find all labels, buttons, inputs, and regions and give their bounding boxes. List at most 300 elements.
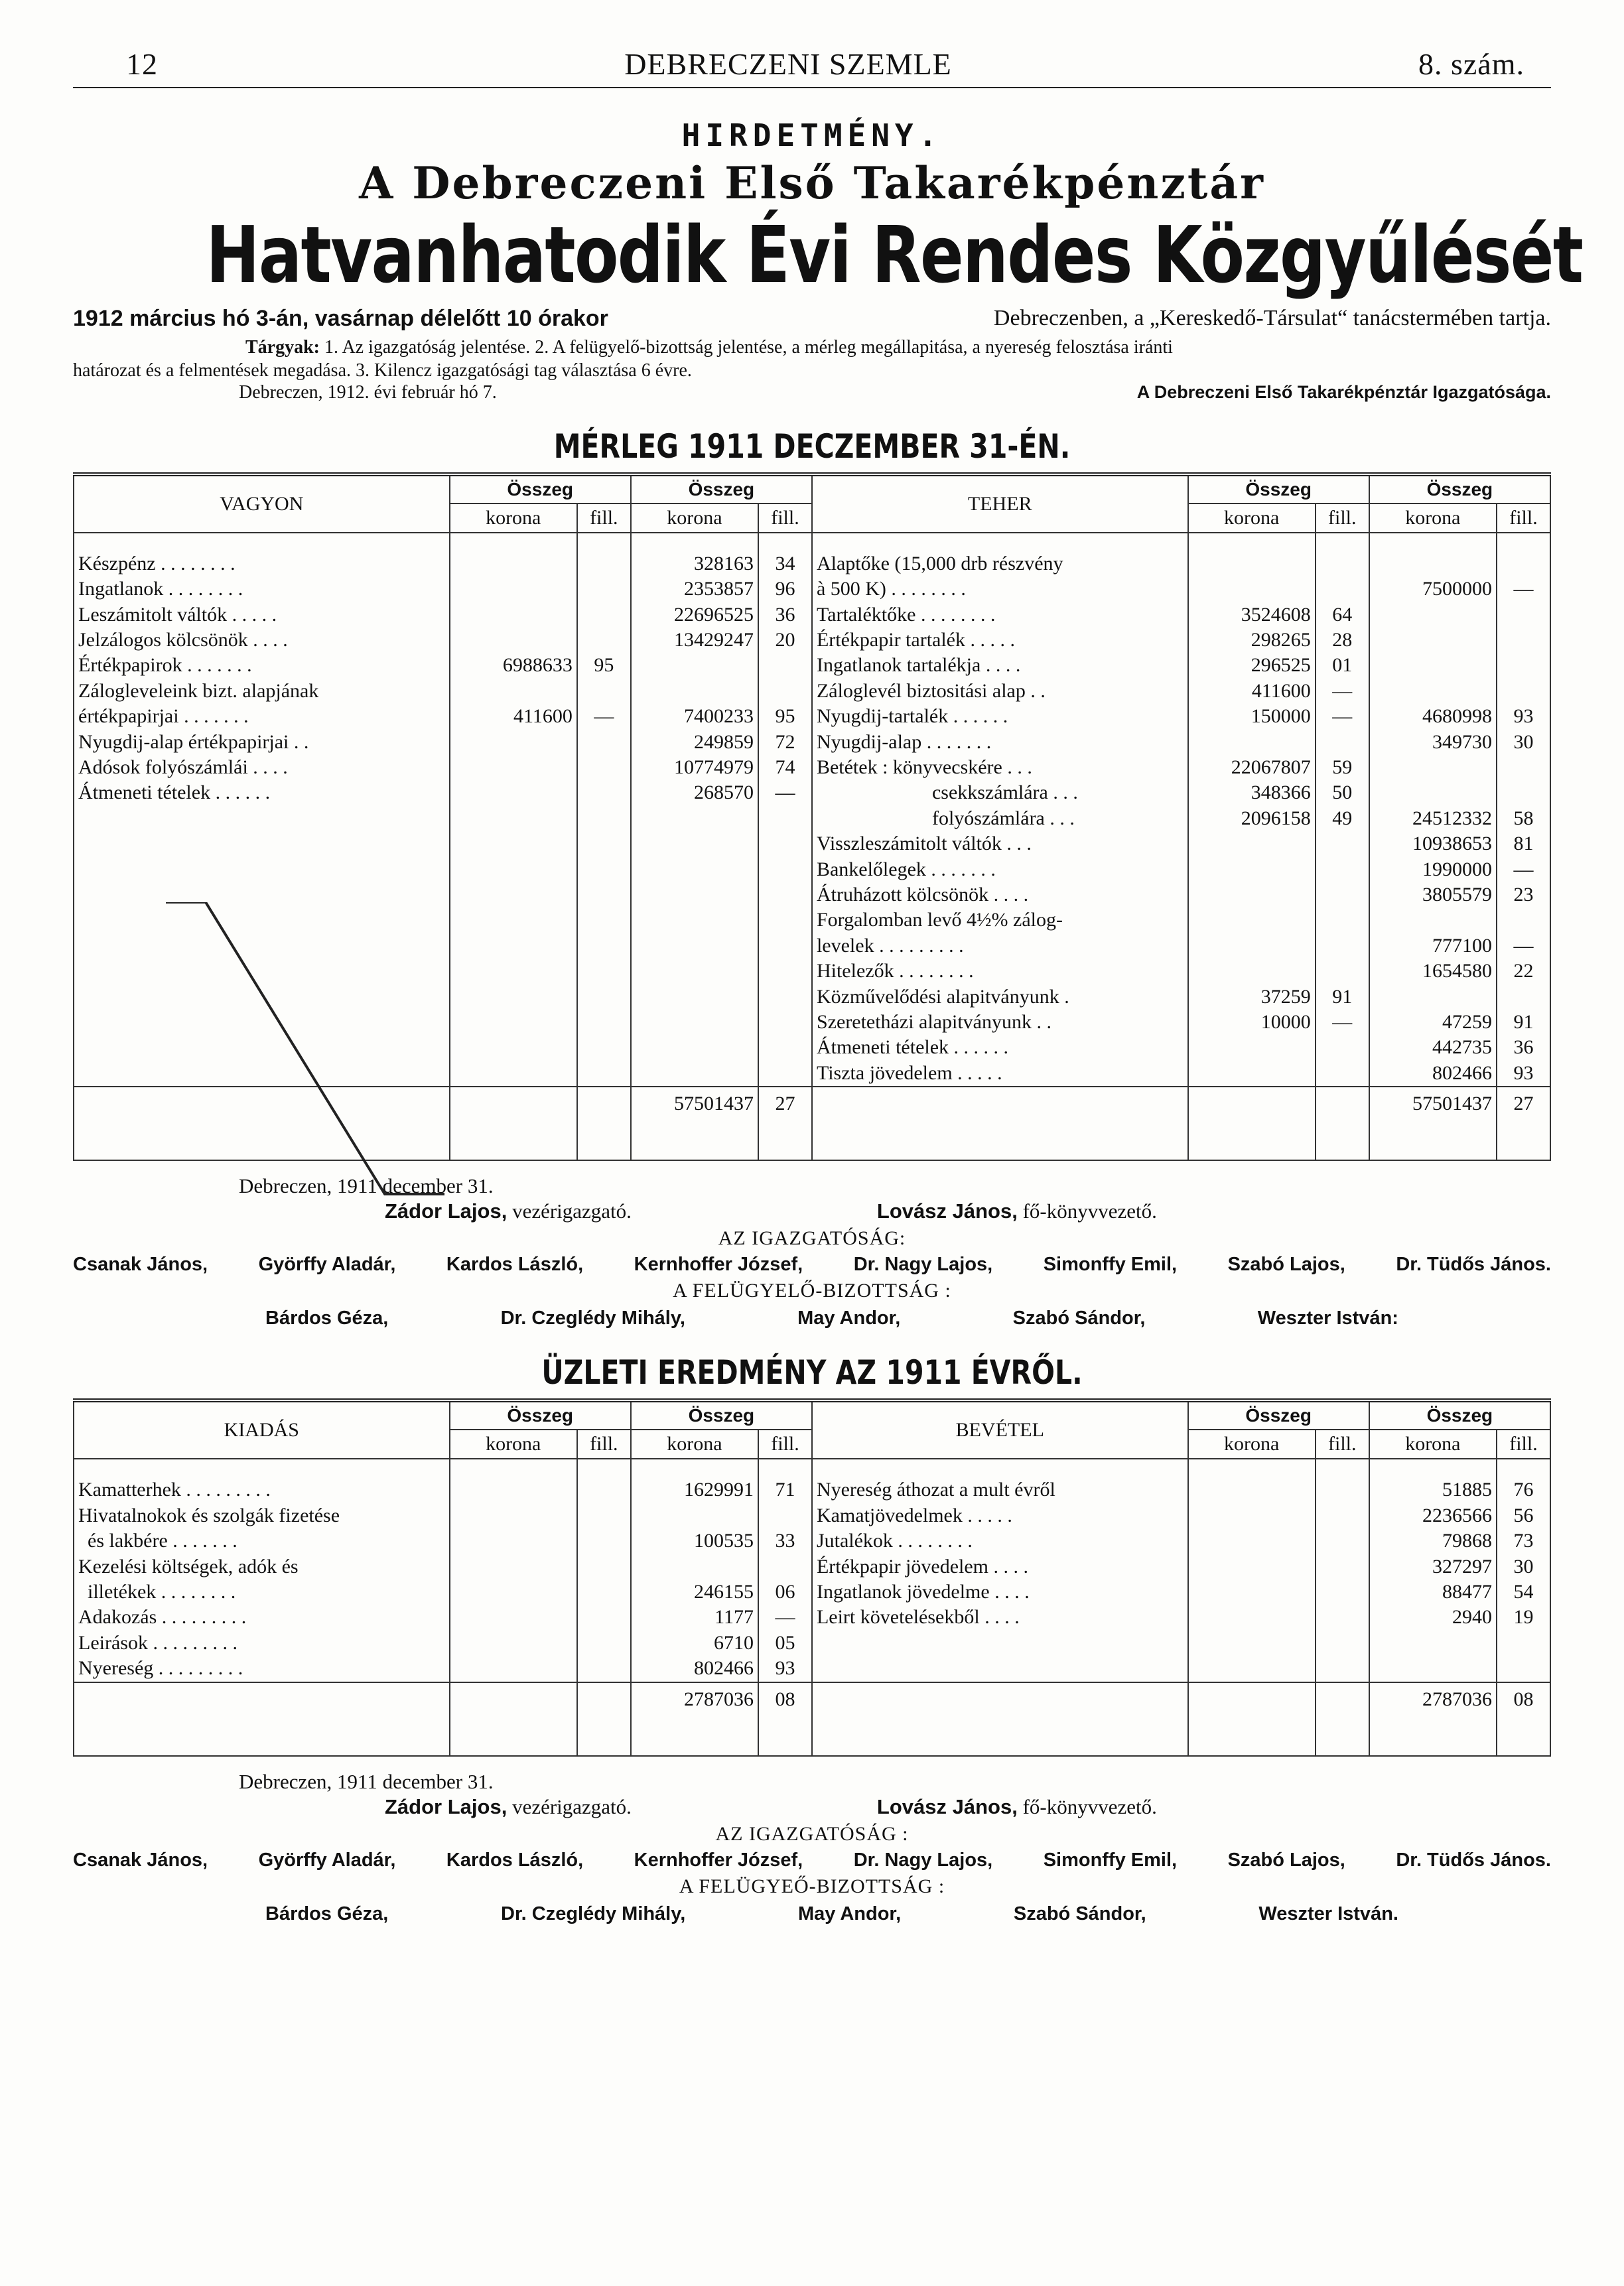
liability-korona-2 <box>1369 679 1497 704</box>
asset-fill-1: — <box>577 704 631 729</box>
asset-korona-2: 268570 <box>631 780 758 805</box>
asset-fill-2: 72 <box>758 730 812 755</box>
expense-fill: 33 <box>758 1528 812 1554</box>
liability-fill-2 <box>1497 628 1550 653</box>
liability-label: Közművelődési alapitványunk . <box>812 984 1188 1010</box>
asset-korona-2 <box>631 653 758 678</box>
liability-fill-1: 59 <box>1316 755 1369 780</box>
asset-korona-1 <box>450 933 577 959</box>
expense-korona-1 <box>450 1631 577 1656</box>
total-income-fill: 08 <box>1497 1682 1550 1716</box>
asset-korona-1 <box>450 1061 577 1087</box>
income-fill: 54 <box>1497 1580 1550 1605</box>
income-korona-1 <box>1188 1580 1316 1605</box>
liability-fill-2: 22 <box>1497 959 1550 984</box>
korona-head: korona <box>450 504 577 533</box>
agenda-label: Tárgyak: <box>245 336 320 358</box>
notice-headline: Hatvanhatodik Évi Rendes Közgyűlését <box>206 209 1583 301</box>
supervisory-head: A FELÜGYEŐ-BIZOTTSÁG : <box>679 1875 945 1897</box>
expense-fill-1 <box>577 1554 631 1580</box>
asset-label <box>74 831 450 856</box>
liability-fill-2: 81 <box>1497 831 1550 856</box>
asset-fill-2 <box>758 933 812 959</box>
income-korona: 51885 <box>1369 1477 1497 1503</box>
asset-korona-1 <box>450 959 577 984</box>
income-korona: 2940 <box>1369 1605 1497 1630</box>
sum-head: Összeg <box>1188 1400 1369 1430</box>
liability-korona-1 <box>1188 730 1316 755</box>
expense-korona-1 <box>450 1554 577 1580</box>
liability-label: à 500 K) . . . . . . . . <box>812 576 1188 602</box>
liability-korona-2 <box>1369 653 1497 678</box>
liability-fill-2: 93 <box>1497 704 1550 729</box>
asset-label: Készpénz . . . . . . . . <box>74 551 450 576</box>
accountant-title: fő-könyvvezető. <box>1022 1199 1157 1223</box>
asset-fill-1 <box>577 780 631 805</box>
expense-fill <box>758 1554 812 1580</box>
korona-head: korona <box>450 1430 577 1459</box>
table-row <box>74 628 1550 653</box>
table-row <box>74 653 1550 678</box>
expense-korona-1 <box>450 1656 577 1682</box>
expense-korona-1 <box>450 1580 577 1605</box>
expense-korona <box>631 1554 758 1580</box>
notice-place-date: Debreczen, 1912. évi február hó 7. <box>239 381 497 403</box>
liability-korona-1 <box>1188 551 1316 576</box>
person-name: Dr. Tüdős János. <box>1396 1849 1551 1871</box>
sign-place: Debreczen, 1911 december 31. <box>239 1174 494 1198</box>
expense-korona: 246155 <box>631 1580 758 1605</box>
sum-head: Összeg <box>631 1400 812 1430</box>
person-name: May Andor, <box>797 1903 902 1924</box>
expense-label: Nyereség . . . . . . . . . <box>74 1656 450 1682</box>
person-name: Dr. Czeglédy Mihály, <box>500 1308 685 1329</box>
asset-fill-2: 96 <box>758 576 812 602</box>
income-korona-1 <box>1188 1477 1316 1503</box>
board-head: AZ IGAZGATÓSÁG : <box>715 1823 909 1845</box>
sum-head: Összeg <box>631 474 812 504</box>
asset-korona-2: 13429247 <box>631 628 758 653</box>
liability-korona-1: 3524608 <box>1188 602 1316 628</box>
person-name: Györffy Aladár, <box>258 1254 396 1276</box>
expense-korona: 100535 <box>631 1528 758 1554</box>
table-row <box>74 755 1550 780</box>
asset-fill-1 <box>577 755 631 780</box>
liability-korona-2 <box>1369 908 1497 933</box>
table-row <box>74 730 1550 755</box>
results-total-row <box>74 1682 1550 1716</box>
income-korona: 2236566 <box>1369 1503 1497 1528</box>
asset-label: Ingatlanok . . . . . . . . <box>74 576 450 602</box>
person-name: Kernhoffer József, <box>634 1849 803 1871</box>
liability-label: Nyugdij-alap . . . . . . . <box>812 730 1188 755</box>
person-name: Kardos László, <box>446 1254 584 1276</box>
income-korona: 88477 <box>1369 1580 1497 1605</box>
asset-fill-2: 74 <box>758 755 812 780</box>
asset-korona-2 <box>631 959 758 984</box>
head-rule <box>73 87 1551 88</box>
table-row <box>74 679 1550 704</box>
liability-label: Tartaléktőke . . . . . . . . <box>812 602 1188 628</box>
table-row <box>74 1631 1550 1656</box>
income-korona-1 <box>1188 1656 1316 1682</box>
officers-row <box>73 1795 1551 1819</box>
asset-korona-1: 411600 <box>450 704 577 729</box>
asset-fill-2 <box>758 831 812 856</box>
income-fill: 56 <box>1497 1503 1550 1528</box>
expense-fill: 93 <box>758 1656 812 1682</box>
liability-korona-1 <box>1188 1061 1316 1087</box>
korona-head: korona <box>1369 504 1497 533</box>
liability-korona-2: 349730 <box>1369 730 1497 755</box>
liability-korona-2 <box>1369 551 1497 576</box>
liability-fill-2 <box>1497 653 1550 678</box>
asset-korona-2 <box>631 806 758 831</box>
liability-fill-1 <box>1316 730 1369 755</box>
asset-fill-2 <box>758 653 812 678</box>
asset-korona-1 <box>450 831 577 856</box>
fill-head: fill. <box>577 1430 631 1459</box>
table-row <box>74 857 1550 882</box>
liability-korona-1: 10000 <box>1188 1010 1316 1035</box>
person-name: Dr. Nagy Lajos, <box>853 1254 993 1276</box>
person-name: Györffy Aladár, <box>258 1849 396 1871</box>
liability-korona-1: 37259 <box>1188 984 1316 1010</box>
asset-fill-2 <box>758 1061 812 1087</box>
korona-head: korona <box>1188 504 1316 533</box>
income-korona: 79868 <box>1369 1528 1497 1554</box>
liability-fill-1: — <box>1316 1010 1369 1035</box>
expense-fill: 71 <box>758 1477 812 1503</box>
asset-fill-1 <box>577 1061 631 1087</box>
liability-fill-1: 91 <box>1316 984 1369 1010</box>
expenses-head: KIADÁS <box>74 1400 450 1459</box>
asset-fill-2 <box>758 679 812 704</box>
sign-place: Debreczen, 1911 december 31. <box>239 1770 494 1793</box>
income-fill-1 <box>1316 1631 1369 1656</box>
asset-fill-2 <box>758 959 812 984</box>
expense-label: és lakbére . . . . . . . <box>74 1528 450 1554</box>
liability-fill-2: 58 <box>1497 806 1550 831</box>
total-income: 2787036 <box>1369 1682 1497 1716</box>
income-fill: 76 <box>1497 1477 1550 1503</box>
asset-korona-1 <box>450 806 577 831</box>
sum-head: Összeg <box>450 474 631 504</box>
total-liabilities: 57501437 <box>1369 1087 1497 1120</box>
liability-fill-2 <box>1497 780 1550 805</box>
expense-korona-1 <box>450 1477 577 1503</box>
asset-fill-1 <box>577 679 631 704</box>
liability-korona-2 <box>1369 780 1497 805</box>
asset-fill-1 <box>577 857 631 882</box>
running-head <box>73 46 1551 82</box>
asset-label: Nyugdij-alap értékpapirjai . . <box>74 730 450 755</box>
income-fill-1 <box>1316 1656 1369 1682</box>
liability-fill-2: 91 <box>1497 1010 1550 1035</box>
table-row <box>74 1605 1550 1630</box>
liability-label: Értékpapir tartalék . . . . . <box>812 628 1188 653</box>
asset-korona-1 <box>450 602 577 628</box>
asset-fill-1 <box>577 908 631 933</box>
liability-korona-1 <box>1188 1035 1316 1060</box>
fill-head: fill. <box>1497 504 1550 533</box>
liability-korona-2: 4680998 <box>1369 704 1497 729</box>
table-row <box>74 1477 1550 1503</box>
sum-head: Összeg <box>1188 474 1369 504</box>
person-name: Dr. Czeglédy Mihály, <box>501 1903 686 1924</box>
person-name: Szabó Lajos, <box>1227 1254 1345 1276</box>
liability-fill-1 <box>1316 959 1369 984</box>
liability-korona-1: 150000 <box>1188 704 1316 729</box>
liability-label: Tiszta jövedelem . . . . . <box>812 1061 1188 1087</box>
income-label <box>812 1656 1188 1682</box>
liability-korona-2: 3805579 <box>1369 882 1497 908</box>
income-fill: 19 <box>1497 1605 1550 1630</box>
korona-head: korona <box>631 1430 758 1459</box>
asset-korona-2 <box>631 1010 758 1035</box>
fill-head: fill. <box>758 1430 812 1459</box>
asset-fill-1 <box>577 576 631 602</box>
asset-fill-1: 95 <box>577 653 631 678</box>
asset-label: Adósok folyószámlái . . . . <box>74 755 450 780</box>
asset-fill-2 <box>758 882 812 908</box>
liability-fill-2 <box>1497 984 1550 1010</box>
liability-fill-2: 93 <box>1497 1061 1550 1087</box>
liability-label: Forgalomban levő 4½% zálog- <box>812 908 1188 933</box>
income-label: Nyereség áthozat a mult évről <box>812 1477 1188 1503</box>
expense-korona-1 <box>450 1528 577 1554</box>
income-fill-1 <box>1316 1528 1369 1554</box>
liability-korona-1: 348366 <box>1188 780 1316 805</box>
liability-label: Ingatlanok tartalékja . . . . <box>812 653 1188 678</box>
asset-korona-1 <box>450 882 577 908</box>
asset-korona-1 <box>450 1010 577 1035</box>
liability-fill-1 <box>1316 933 1369 959</box>
table-row <box>74 831 1550 856</box>
expense-label: Adakozás . . . . . . . . . <box>74 1605 450 1630</box>
income-fill: 73 <box>1497 1528 1550 1554</box>
liability-korona-1 <box>1188 882 1316 908</box>
person-name: Weszter István: <box>1257 1308 1398 1329</box>
asset-label: Átmeneti tételek . . . . . . <box>74 780 450 805</box>
liability-korona-2 <box>1369 755 1497 780</box>
notice-date-rest: Debreczenben, a „Kereskedő-Társulat“ tanácstermében tartja. <box>993 305 1551 330</box>
income-label <box>812 1631 1188 1656</box>
liability-korona-2: 7500000 <box>1369 576 1497 602</box>
liabilities-head: TEHER <box>812 474 1188 533</box>
liability-fill-1: 28 <box>1316 628 1369 653</box>
asset-fill-1 <box>577 1010 631 1035</box>
asset-korona-1 <box>450 755 577 780</box>
liability-label: Betétek : könyvecskére . . . <box>812 755 1188 780</box>
liability-korona-1 <box>1188 908 1316 933</box>
income-fill-1 <box>1316 1503 1369 1528</box>
total-assets-fill: 27 <box>758 1087 812 1120</box>
asset-label: Zálogleveleink bizt. alapjának <box>74 679 450 704</box>
expense-fill-1 <box>577 1503 631 1528</box>
income-fill-1 <box>1316 1554 1369 1580</box>
liability-fill-2: 30 <box>1497 730 1550 755</box>
asset-fill-1 <box>577 882 631 908</box>
results-table <box>73 1398 1551 1757</box>
table-row <box>74 1503 1550 1528</box>
asset-fill-2 <box>758 806 812 831</box>
asset-korona-2 <box>631 679 758 704</box>
asset-label: Értékpapirok . . . . . . . <box>74 653 450 678</box>
expense-korona <box>631 1503 758 1528</box>
person-name: Bárdos Géza, <box>265 1903 389 1924</box>
liability-fill-1 <box>1316 1061 1369 1087</box>
notice-signature-line <box>73 382 1551 403</box>
asset-fill-1 <box>577 959 631 984</box>
liability-fill-2: 23 <box>1497 882 1550 908</box>
supervisory-head: A FELÜGYELŐ-BIZOTTSÁG : <box>673 1280 951 1302</box>
expense-fill: — <box>758 1605 812 1630</box>
asset-korona-1 <box>450 857 577 882</box>
expense-fill-1 <box>577 1477 631 1503</box>
asset-korona-1 <box>450 628 577 653</box>
asset-fill-2 <box>758 984 812 1010</box>
table-row <box>74 1554 1550 1580</box>
korona-head: korona <box>1188 1430 1316 1459</box>
expense-label: Hivatalnokok és szolgák fizetése <box>74 1503 450 1528</box>
board-names <box>73 1849 1551 1871</box>
sum-head: Összeg <box>1369 474 1550 504</box>
asset-korona-2 <box>631 908 758 933</box>
asset-korona-2: 328163 <box>631 551 758 576</box>
person-name: Szabó Lajos, <box>1227 1849 1345 1871</box>
person-name: Kernhoffer József, <box>634 1254 803 1276</box>
expense-fill-1 <box>577 1631 631 1656</box>
asset-korona-2: 2353857 <box>631 576 758 602</box>
asset-fill-1 <box>577 933 631 959</box>
income-korona-1 <box>1188 1631 1316 1656</box>
asset-korona-1 <box>450 551 577 576</box>
asset-korona-2: 22696525 <box>631 602 758 628</box>
person-name: Bárdos Géza, <box>265 1308 389 1329</box>
total-expenses-fill: 08 <box>758 1682 812 1716</box>
income-korona-1 <box>1188 1605 1316 1630</box>
liability-fill-1 <box>1316 908 1369 933</box>
liability-label: Nyugdij-tartalék . . . . . . <box>812 704 1188 729</box>
asset-korona-2 <box>631 1035 758 1060</box>
income-korona-1 <box>1188 1528 1316 1554</box>
table-row <box>74 602 1550 628</box>
person-name: Csanak János, <box>73 1849 208 1871</box>
asset-fill-1 <box>577 806 631 831</box>
liability-fill-2: — <box>1497 933 1550 959</box>
asset-korona-1 <box>450 908 577 933</box>
income-korona: 327297 <box>1369 1554 1497 1580</box>
liability-fill-2 <box>1497 908 1550 933</box>
asset-fill-2: 20 <box>758 628 812 653</box>
liability-label: Átmeneti tételek . . . . . . <box>812 1035 1188 1060</box>
liability-label: folyószámlára . . . <box>812 806 1188 831</box>
liability-korona-1: 2096158 <box>1188 806 1316 831</box>
accountant-name: Lovász János, <box>876 1199 1018 1223</box>
liability-korona-2: 10938653 <box>1369 831 1497 856</box>
liability-label: Alaptőke (15,000 drb részvény <box>812 551 1188 576</box>
asset-fill-1 <box>577 984 631 1010</box>
results-body <box>74 1459 1550 1682</box>
expense-fill <box>758 1503 812 1528</box>
expense-fill-1 <box>577 1528 631 1554</box>
gm-name: Zádor Lajos, <box>385 1795 508 1818</box>
liability-fill-2 <box>1497 602 1550 628</box>
asset-korona-2 <box>631 933 758 959</box>
income-label: Leirt követelésekből . . . . <box>812 1605 1188 1630</box>
person-name: May Andor, <box>797 1308 901 1329</box>
asset-fill-1 <box>577 602 631 628</box>
table-row <box>74 1528 1550 1554</box>
fill-head: fill. <box>1316 1430 1369 1459</box>
issue-number: 8. szám. <box>1418 47 1524 81</box>
asset-korona-1 <box>450 679 577 704</box>
balance-title: MÉRLEG 1911 DECZEMBER 31-ÉN. <box>553 427 1071 466</box>
notice-date-bold: 1912 március hó 3-án, vasárnap délelőtt 10 órakor <box>73 305 608 331</box>
accountant-name: Lovász János, <box>876 1795 1018 1818</box>
liability-korona-1 <box>1188 857 1316 882</box>
asset-korona-1 <box>450 1035 577 1060</box>
agenda-line-1: 1. Az igazgatóság jelentése. 2. A felügyelő-bizottság jelentése, a mérleg megállapitása, a nyereség felosztása iránti <box>324 336 1173 358</box>
supervisory-names <box>73 1308 1551 1329</box>
liability-label: Visszleszámitolt váltók . . . <box>812 831 1188 856</box>
results-signatures <box>73 1770 1551 1925</box>
liability-label: Átruházott kölcsönök . . . . <box>812 882 1188 908</box>
notice-signature: A Debreczeni Első Takarékpénztár Igazgatósága. <box>1136 381 1551 402</box>
asset-korona-1 <box>450 780 577 805</box>
gm-title: vezérigazgató. <box>512 1199 632 1223</box>
asset-korona-2: 249859 <box>631 730 758 755</box>
income-label: Jutalékok . . . . . . . . <box>812 1528 1188 1554</box>
asset-korona-1: 6988633 <box>450 653 577 678</box>
asset-korona-1 <box>450 984 577 1010</box>
asset-fill-2 <box>758 908 812 933</box>
liability-korona-2: 802466 <box>1369 1061 1497 1087</box>
liability-korona-2: 24512332 <box>1369 806 1497 831</box>
total-liabilities-fill: 27 <box>1497 1087 1550 1120</box>
liability-label: Bankelőlegek . . . . . . . <box>812 857 1188 882</box>
page-number: 12 <box>126 47 158 81</box>
liability-fill-2: 36 <box>1497 1035 1550 1060</box>
liability-korona-1 <box>1188 831 1316 856</box>
liability-korona-1 <box>1188 933 1316 959</box>
assets-head: VAGYON <box>74 474 450 533</box>
person-name: Szabó Sándor, <box>1013 1903 1146 1924</box>
income-fill-1 <box>1316 1605 1369 1630</box>
liability-korona-1: 22067807 <box>1188 755 1316 780</box>
liability-label: Hitelezők . . . . . . . . <box>812 959 1188 984</box>
expense-fill-1 <box>577 1605 631 1630</box>
liability-label: Szeretetházi alapitványunk . . <box>812 1010 1188 1035</box>
income-fill-1 <box>1316 1477 1369 1503</box>
liability-korona-1 <box>1188 959 1316 984</box>
asset-korona-2 <box>631 857 758 882</box>
person-name: Szabó Sándor, <box>1012 1308 1146 1329</box>
cancel-line-decoration <box>166 902 444 1207</box>
liability-label: csekkszámlára . . . <box>812 780 1188 805</box>
asset-label: Leszámitolt váltók . . . . . <box>74 602 450 628</box>
total-expenses: 2787036 <box>631 1682 758 1716</box>
asset-fill-2: 36 <box>758 602 812 628</box>
korona-head: korona <box>631 504 758 533</box>
liability-fill-1: 64 <box>1316 602 1369 628</box>
liability-label: levelek . . . . . . . . . <box>812 933 1188 959</box>
income-korona-1 <box>1188 1503 1316 1528</box>
liability-fill-1: — <box>1316 704 1369 729</box>
notice <box>73 117 1583 403</box>
asset-fill-2: 95 <box>758 704 812 729</box>
